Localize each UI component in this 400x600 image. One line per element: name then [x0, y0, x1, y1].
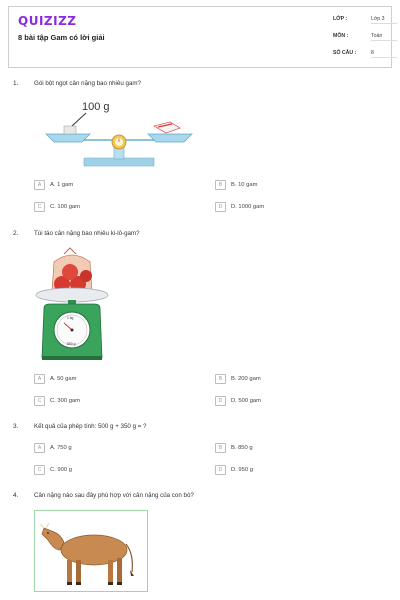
- scale-label-bottom: 850 g: [67, 342, 76, 346]
- option-text: D. 1000 gam: [231, 204, 265, 210]
- question-1-text: Gói bột ngọt cân nặng bao nhiêu gam?: [34, 80, 141, 87]
- worksheet-header: [8, 6, 392, 68]
- q2-option-b[interactable]: [215, 374, 261, 384]
- option-letter-box: A: [34, 180, 45, 190]
- option-text: D. 500 gam: [231, 398, 261, 404]
- question-3-number: 3.: [13, 423, 19, 430]
- q1-option-b[interactable]: [215, 180, 257, 190]
- option-text: D. 950 g: [231, 467, 253, 473]
- question-2-number: 2.: [13, 230, 19, 237]
- option-letter-box: A: [34, 374, 45, 384]
- cow-illustration: [34, 510, 148, 592]
- option-letter-box: D: [215, 396, 226, 406]
- option-letter-box: C: [34, 396, 45, 406]
- question-1-number: 1.: [13, 80, 19, 87]
- question-4-number: 4.: [13, 492, 19, 499]
- question-4-text: Cân nặng nào sau đây phù hợp với cân nặng của con bò?: [34, 492, 194, 499]
- q3-option-b[interactable]: [215, 443, 253, 453]
- option-letter-box: D: [215, 202, 226, 212]
- option-text: B. 200 gam: [231, 376, 261, 382]
- q1-option-d[interactable]: [215, 202, 264, 212]
- question-2-text: Túi táo cân nặng bao nhiêu ki-lô-gam?: [34, 230, 140, 237]
- grade-label: LỚP :: [333, 16, 348, 22]
- q1-option-a[interactable]: [34, 180, 73, 190]
- grade-value: Lớp 3: [371, 16, 397, 24]
- question-count-label: SỐ CÂU :: [333, 50, 357, 56]
- option-letter-box: D: [215, 465, 226, 475]
- option-text: B. 850 g: [231, 445, 253, 451]
- weight-label: 100 g: [82, 101, 110, 113]
- scale-label-top: 1 kg: [67, 316, 74, 320]
- kitchen-scale-illustration: [34, 246, 110, 364]
- worksheet-title: 8 bài tập Gam có lời giải: [18, 33, 105, 42]
- option-letter-box: B: [215, 374, 226, 384]
- q3-option-a[interactable]: [34, 443, 72, 453]
- q2-option-c[interactable]: [34, 396, 80, 406]
- option-text: A. 1 gam: [50, 182, 74, 188]
- option-text: C. 300 gam: [50, 398, 80, 404]
- question-3-text: Kết quả của phép tính: 500 g + 350 g = ?: [34, 423, 147, 430]
- balance-scale-illustration: [42, 96, 202, 170]
- option-letter-box: B: [215, 180, 226, 190]
- option-letter-box: A: [34, 443, 45, 453]
- option-letter-box: C: [34, 465, 45, 475]
- option-text: B. 10 gam: [231, 182, 258, 188]
- q2-option-a[interactable]: [34, 374, 76, 384]
- option-text: A. 750 g: [50, 445, 72, 451]
- q3-option-d[interactable]: [215, 465, 253, 475]
- option-letter-box: B: [215, 443, 226, 453]
- q3-option-c[interactable]: [34, 465, 72, 475]
- option-text: C. 900 g: [50, 467, 72, 473]
- option-text: C. 100 gam: [50, 204, 80, 210]
- option-letter-box: C: [34, 202, 45, 212]
- option-text: A. 50 gam: [50, 376, 77, 382]
- q1-option-c[interactable]: [34, 202, 80, 212]
- q2-option-d[interactable]: [215, 396, 261, 406]
- subject-label: MÔN :: [333, 33, 349, 39]
- quizizz-logo: QUIZIZZ: [18, 14, 77, 28]
- question-count-value: 8: [371, 50, 397, 58]
- subject-value: Toán: [371, 33, 397, 41]
